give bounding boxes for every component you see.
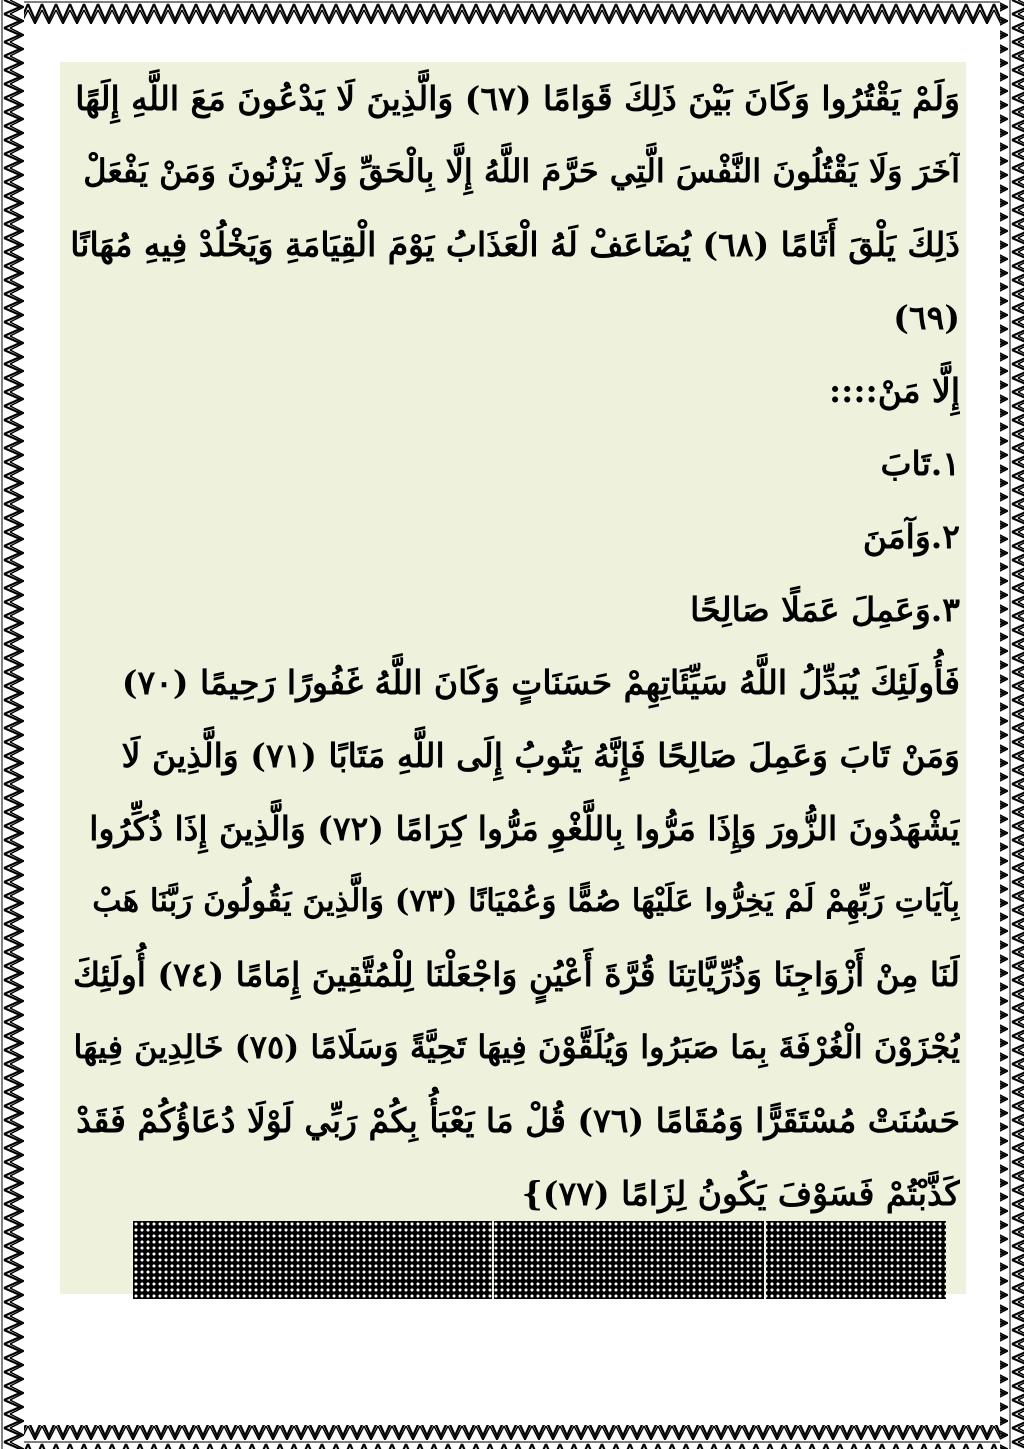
text-line-1: وَلَمْ يَقْتُرُوا وَكَانَ بَيْنَ ذَلِكَ قَوَامًا (٦٧) وَالَّذِينَ لَا يَدْعُونَ مَعَ اللَّهِ إِلَهًا [75, 79, 960, 118]
text-line-12: بِآيَاتِ رَبِّهِمْ لَمْ يَخِرُّوا عَلَيْهَا صُمًّا وَعُمْيَانًا (٧٣) وَالَّذِينَ يَقُولُونَ رَبَّنَا هَبْ [92, 883, 960, 919]
text-line-8: ٣.وَعَمِلَ عَمَلًا صَالِحًا [690, 590, 960, 629]
pattern-bar-divider [492, 1221, 494, 1299]
text-line-10: وَمَنْ تَابَ وَعَمِلَ صَالِحًا فَإِنَّهُ يَتُوبُ إِلَى اللَّهِ مَتَابًا (٧١) وَالَّذِينَ لَا [121, 736, 960, 775]
text-line-3: ذَلِكَ يَلْقَ أَثَامًا (٦٨) يُضَاعَفْ لَهُ الْعَذَابُ يَوْمَ الْقِيَامَةِ وَيَخْلُدْ فِيهِ مُهَانًا [70, 225, 960, 264]
text-line-9: فَأُولَئِكَ يُبَدِّلُ اللَّهُ سَيِّئَاتِهِمْ حَسَنَاتٍ وَكَانَ اللَّهُ غَفُورًا رَحِيمًا (٧٠) [121, 663, 960, 702]
quran-text-block [70, 62, 960, 1230]
pattern-bar-divider [764, 1221, 766, 1299]
text-line-11: يَشْهَدُونَ الزُّورَ وَإِذَا مَرُّوا بِاللَّغْوِ مَرُّوا كِرَامًا (٧٢) وَالَّذِينَ إِذَا ذُكِّرُوا [89, 809, 960, 848]
text-line-5: إِلَّا مَنْ:::: [828, 371, 960, 410]
text-line-4: (٦٩) [893, 298, 960, 337]
decorative-pattern-bar [133, 1221, 946, 1299]
text-line-13: لَنَا مِنْ أَزْوَاجِنَا وَذُرِّيَّاتِنَا قُرَّةَ أَعْيُنٍ وَاجْعَلْنَا لِلْمُتَّقِينَ إِمَامًا (٧٤) أُولَئِكَ [73, 955, 960, 994]
text-line-15: حَسُنَتْ مُسْتَقَرًّا وَمُقَامًا (٧٦) قُلْ مَا يَعْبَأُ بِكُمْ رَبِّي لَوْلَا دُعَاؤُكُمْ فَقَدْ [76, 1101, 960, 1140]
text-line-2: آخَرَ وَلَا يَقْتُلُونَ النَّفْسَ الَّتِي حَرَّمَ اللَّهُ إِلَّا بِالْحَقِّ وَلَا يَزْنُونَ وَمَنْ يَفْعَلْ [83, 152, 960, 190]
text-line-14: يُجْزَوْنَ الْغُرْفَةَ بِمَا صَبَرُوا وَيُلَقَّوْنَ فِيهَا تَحِيَّةً وَسَلَامًا (٧٥) خَالِدِينَ فِيهَا [73, 1028, 960, 1066]
text-line-16: كَذَّبْتُمْ فَسَوْفَ يَكُونُ لِزَامًا (٧٧)} [521, 1174, 960, 1213]
text-line-6: ١.تَابَ [880, 444, 960, 483]
text-line-7: ٢.وَآمَنَ [862, 517, 960, 556]
